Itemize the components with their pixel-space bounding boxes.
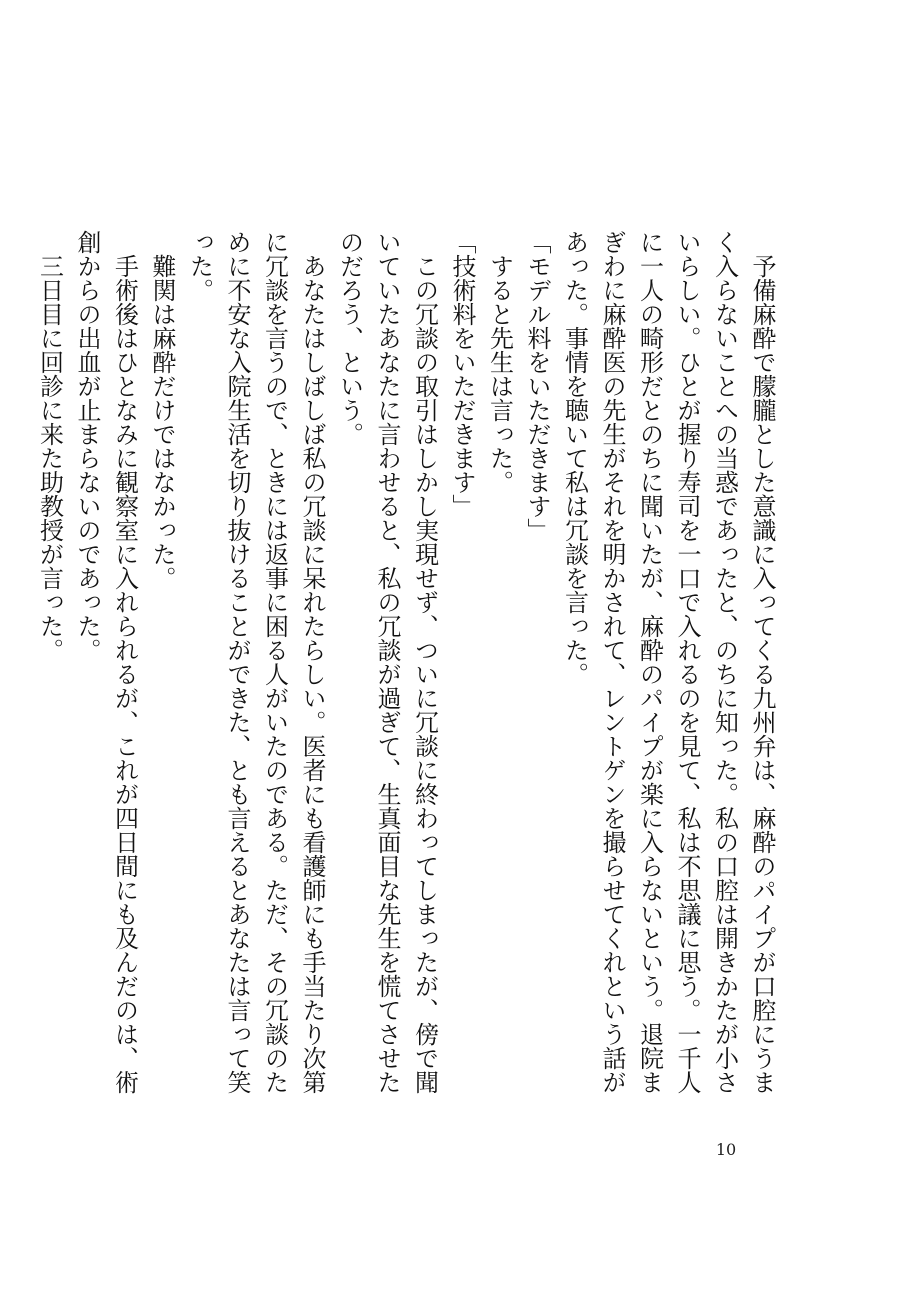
paragraph: 「技術料をいただきます」	[448, 230, 476, 518]
paragraph: この冗談の取引はしかし実現せず、ついに冗談に終わってしまったが、傍で聞いていたあなたに言わせると、私の冗談が過ぎて、生真面目な先生を慌てさせたのだろう、という。	[335, 230, 439, 1094]
paragraph: あなたはしばしば私の冗談に呆れたらしい。医者にも看護師にも手当たり次第に冗談を言うので、ときには返事に困る人がいたのである。ただ、その冗談のために不安な入院生活を切り抜けることができた、とも言えるとあなたは言って笑った。	[185, 230, 326, 1094]
paragraph: 難関は麻酔だけではなかった。	[148, 230, 176, 590]
paragraph: 予備麻酔で朦朧とした意識に入ってくる九州弁は、麻酔のパイプが口腔にうまく入らないことへの当惑であったと、のちに知った。私の口腔は開きかたが小さいらしい。ひとが握り寿司を一口で入れるのを見て、私は不思議に思う。一千人に一人の畸形だとのちに聞いたが、麻酔のパイプが楽に入らないという。退院まぎわに麻酔医の先生がそれを明かされて、レントゲンを撮らせてくれという話があった。事情を聴いて私は冗談を言った。	[560, 230, 776, 1094]
paragraph: 手術後はひとなみに観察室に入れられるが、これが四日間にも及んだのは、術創からの出血が止まらないのであった。	[73, 230, 139, 1094]
paragraph: 三日目に回診に来た助教授が言った。	[35, 230, 64, 662]
paragraph: すると先生は言った。	[485, 230, 514, 494]
vertical-text-body	[35, 230, 780, 1110]
paragraph: 「モデル料をいただきます」	[523, 230, 551, 542]
page-number: 10	[715, 1140, 737, 1159]
